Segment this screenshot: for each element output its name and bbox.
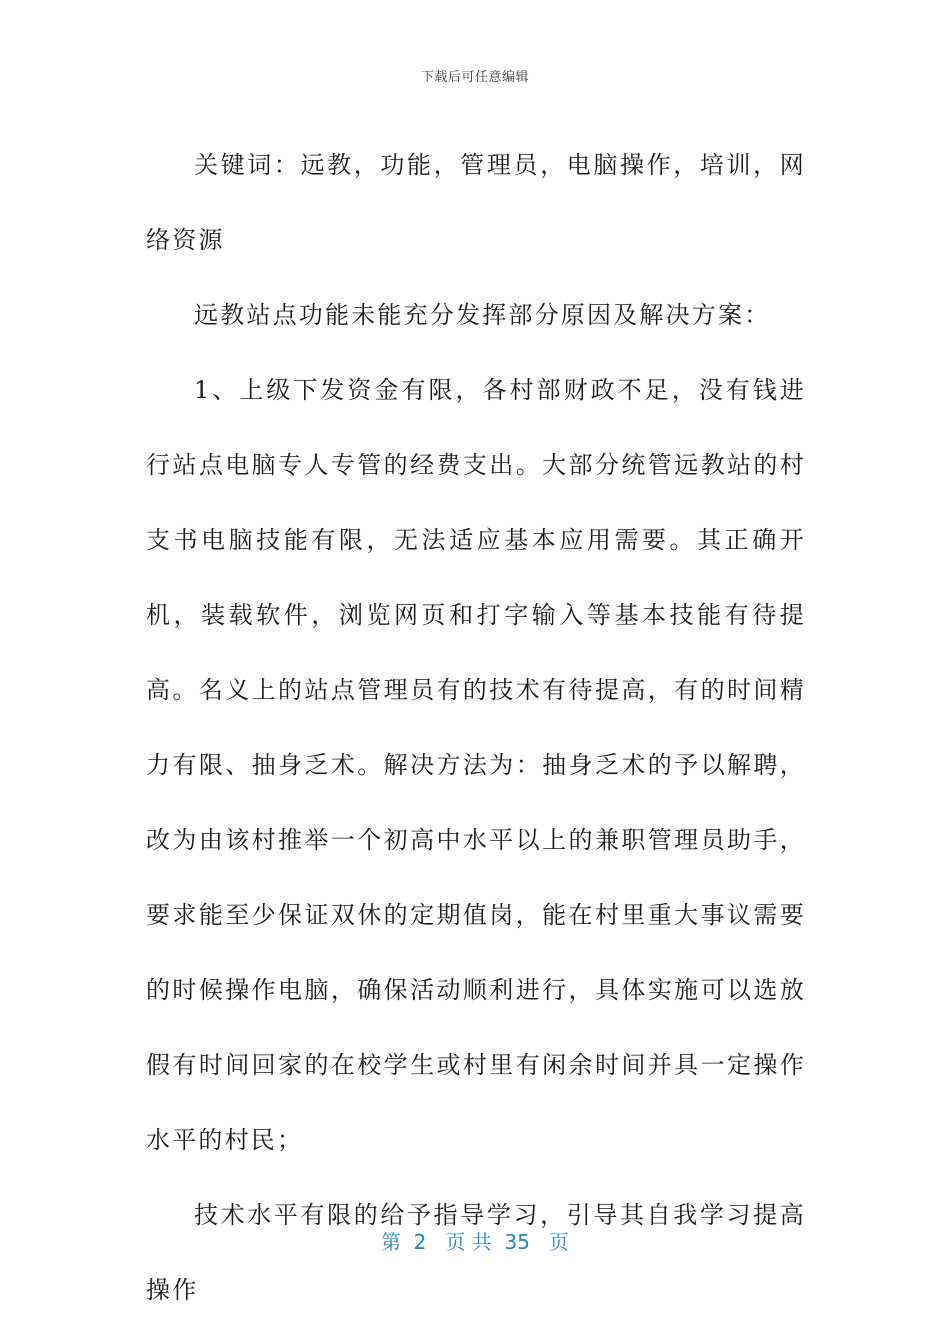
body-paragraph-1: 1、上级下发资金有限，各村部财政不足，没有钱进行站点电脑专人专管的经费支出。大部分统管远教站的村支书电脑技能有限，无法适应基本应用需要。其正确开机，装载软件，浏览网页和打字输入等基本技能有待提高。名义上的站点管理员有的技术有待提高，有的时间精力有限、抽身乏术。解决方法为：抽身乏术的予以解聘，改为由该村推举一个初高中水平以上的兼职管理员助手，要求能至少保证双休的定期值岗，能在村里重大事议需要的时候操作电脑，确保活动顺利进行，具体实施可以选放假有时间回家的在校学生或村里有闲余时间并具一定操作水平的村民；	[146, 376, 806, 1154]
document-body	[146, 128, 806, 1328]
body-paragraph-2: 技术水平有限的给予指导学习，引导其自我学习提高操作	[146, 1201, 806, 1304]
page-number-footer: 第 2 页 共 35 页	[380, 1230, 570, 1254]
header-note: 下载后可任意编辑	[420, 70, 529, 85]
section-heading: 远教站点功能未能充分发挥部分原因及解决方案：	[194, 301, 771, 329]
keywords-paragraph: 关键词：远教，功能，管理员，电脑操作，培训，网络资源	[146, 151, 806, 254]
